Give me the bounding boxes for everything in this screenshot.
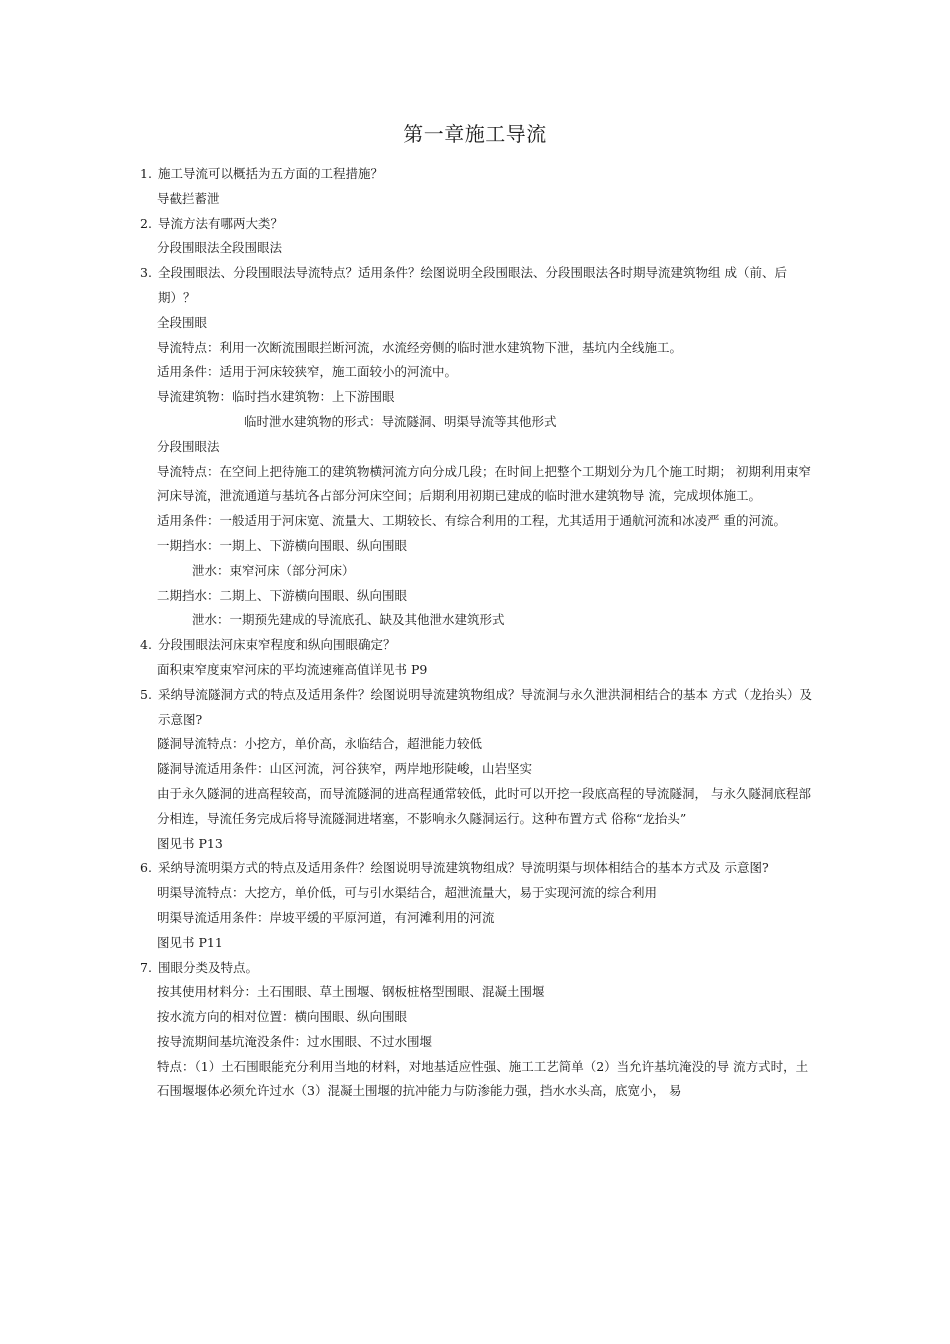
phase1-block: 一期挡水：一期上、下游横向围眼、纵向围眼 bbox=[157, 537, 408, 553]
phase2-block: 二期挡水：二期上、下游横向围眼、纵向围眼 bbox=[157, 587, 408, 603]
question-number: 1. bbox=[140, 166, 152, 181]
document-body bbox=[140, 162, 820, 1104]
question-6 bbox=[140, 856, 820, 881]
page-title: 第一章施工导流 bbox=[403, 122, 547, 146]
full-cofferdam-condition: 适用条件：适用于河床较狭窄，施工面较小的河流中。 bbox=[157, 364, 458, 380]
split-cofferdam-feature: 导流特点：在空间上把待施工的建筑物横河流方向分成几段；在时间上把整个工期划分为几个施工时期； 初期利用束窄河床导流，泄流通道与基坑各占部分河床空间；后期利用初期已建成的临时泄水建筑物导 流，完成坝体施工。 bbox=[157, 463, 811, 504]
question-text: 全段围眼法、分段围眼法导流特点？适用条件？绘图说明全段围眼法、分段围眼法各时期导流建筑物组 成（前、后期）？ bbox=[158, 265, 787, 305]
question-7 bbox=[140, 956, 820, 981]
question-text: 围眼分类及特点。 bbox=[158, 959, 259, 975]
question-number: 2. bbox=[140, 215, 152, 231]
question-number: 4. bbox=[140, 637, 152, 653]
full-cofferdam-feature: 导流特点：利用一次断流围眼拦断河流，水流经旁侧的临时泄水建筑物下泄，基坑内全线施工。 bbox=[157, 339, 683, 355]
channel-condition: 明渠导流适用条件：岸坡平缓的平原河道，有河滩利用的河流 bbox=[157, 909, 495, 925]
full-cofferdam-building: 导流建筑物：临时挡水建筑物：上下游围眼 bbox=[157, 389, 395, 405]
question-text: 采纳导流隧洞方式的特点及适用条件？绘图说明导流建筑物组成？导流洞与永久泄洪洞相结合的基本 方式（龙抬头）及示意图? bbox=[158, 686, 812, 727]
question-3 bbox=[140, 261, 820, 311]
tunnel-condition: 隧洞导流适用条件：山区河流，河谷狭窄，两岸地形陡峻，山岩坚实 bbox=[157, 761, 533, 777]
question-text: 导流方法有哪两大类？ bbox=[158, 215, 284, 231]
answer-1: 导截拦蓄泄 bbox=[157, 190, 220, 206]
question-number: 5. bbox=[140, 686, 152, 702]
split-cofferdam-condition: 适用条件：一般适用于河床宽、流量大、工期较长、有综合利用的工程，尤其适用于通航河流和冰凌严 重的河流。 bbox=[157, 513, 786, 529]
split-cofferdam-heading: 分段围眼法 bbox=[157, 438, 220, 454]
question-2 bbox=[140, 212, 820, 237]
tunnel-figure-ref: 图见书 P13 bbox=[157, 835, 223, 851]
question-4 bbox=[140, 633, 820, 658]
answer-2: 分段围眼法全段围眼法 bbox=[157, 240, 283, 256]
classify-by-material: 按其使用材料分：土石围眼、草土围堰、钢板桩格型围眼、混凝土围堰 bbox=[157, 984, 545, 1000]
phase2-release: 泄水：一期预先建成的导流底孔、缺及其他泄水建筑形式 bbox=[192, 612, 505, 628]
question-text: 施工导流可以概括为五方面的工程措施？ bbox=[158, 166, 384, 181]
classify-by-flood: 按导流期间基坑淹没条件：过水围眼、不过水围堰 bbox=[157, 1033, 433, 1049]
channel-figure-ref: 图见书 P11 bbox=[157, 934, 223, 950]
question-number: 3. bbox=[140, 265, 152, 281]
question-1 bbox=[140, 162, 820, 187]
answer-4: 面积束窄度束窄河床的平均流速雍高值详见书 P9 bbox=[157, 661, 428, 677]
channel-feature: 明渠导流特点：大挖方，单价低，可与引水渠结合，超泄流量大，易于实现河流的综合利用 bbox=[157, 885, 658, 901]
cofferdam-features: 特点：（1）土石围眼能充分利用当地的材料，对地基适应性强、施工工艺简单（2）当允许基坑淹没的导 流方式时，土石围堰堰体必须允许过水（3）混凝土围堰的抗冲能力与防渗能力强，挡水水头高，底宽小， 易 bbox=[157, 1058, 809, 1099]
question-text: 分段围眼法河床束窄程度和纵向围眼确定？ bbox=[158, 637, 396, 653]
phase1-release: 泄水：束窄河床（部分河床） bbox=[192, 562, 355, 578]
question-number: 6. bbox=[140, 860, 152, 876]
tunnel-feature: 隧洞导流特点：小挖方，单价高，永临结合，超泄能力较低 bbox=[157, 736, 483, 752]
full-cofferdam-heading: 全段围眼 bbox=[157, 314, 208, 330]
full-cofferdam-building-release: 临时泄水建筑物的形式：导流隧洞、明渠导流等其他形式 bbox=[244, 413, 557, 429]
tunnel-combine: 由于永久隧洞的进高程较高，而导流隧洞的进高程通常较低，此时可以开挖一段底高程的导流隧洞， 与永久隧洞底程部分相连，导流任务完成后将导流隧洞进堵塞，不影响永久隧洞运行。这种布置方式 俗称“龙抬头” bbox=[157, 785, 811, 826]
question-text: 采纳导流明渠方式的特点及适用条件？绘图说明导流建筑物组成？导流明渠与坝体相结合的基本方式及 示意图? bbox=[158, 860, 769, 876]
question-5 bbox=[140, 683, 820, 733]
question-number: 7. bbox=[140, 959, 152, 975]
classify-by-position: 按水流方向的相对位置：横向围眼、纵向围眼 bbox=[157, 1009, 408, 1025]
